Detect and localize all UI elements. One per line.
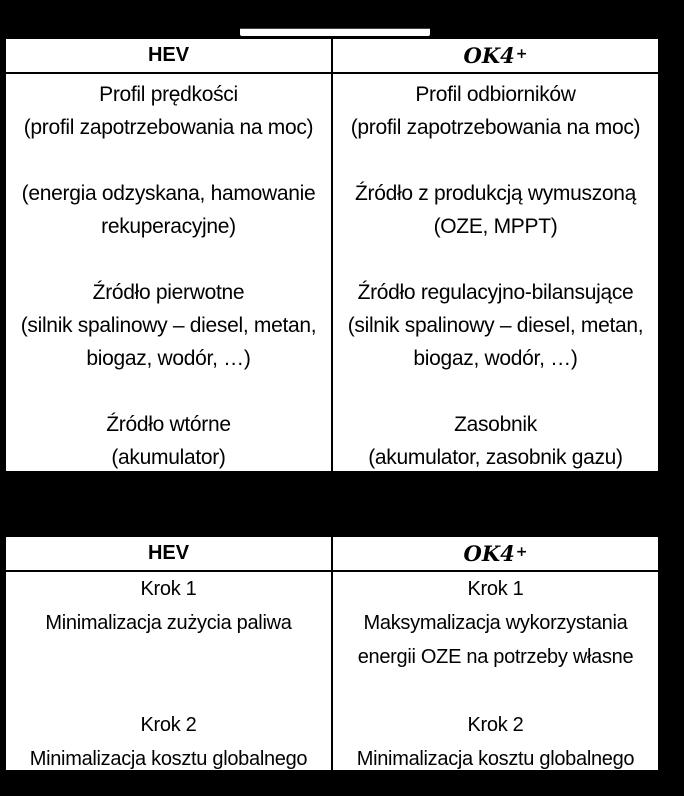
- cell-line: Zasobnik: [454, 413, 537, 436]
- cell-line: rekuperacyjne): [101, 215, 236, 238]
- cell-line: Źródło wtórne: [106, 413, 231, 436]
- cell-line: (profil zapotrzebowania na moc): [23, 116, 314, 139]
- header-hev: HEV: [6, 537, 333, 570]
- cell-line: (akumulator, zasobnik gazu): [368, 446, 623, 469]
- column-hev: [6, 572, 333, 770]
- cell-line: Źródło pierwotne: [92, 281, 245, 304]
- column-ok4plus: [333, 74, 658, 471]
- header-ok4-base: OK4: [463, 43, 515, 68]
- header-ok4plus: [333, 39, 658, 72]
- cell-line: (OZE, MPPT): [433, 215, 558, 238]
- cell-forced-production-source: [355, 177, 636, 243]
- cell-step-2: [357, 708, 635, 772]
- cell-line: (profil zapotrzebowania na moc): [350, 116, 641, 139]
- header-ok4-sup: +: [515, 45, 528, 62]
- cell-line: (silnik spalinowy – diesel, metan,: [347, 314, 644, 337]
- table-body: [6, 572, 658, 770]
- cell-line: Minimalizacja zużycia paliwa: [45, 612, 292, 634]
- header-ok4-sup: +: [515, 543, 528, 560]
- cell-line: Maksymalizacja wykorzystania: [363, 612, 628, 634]
- cell-line: biogaz, wodór, …): [86, 347, 251, 370]
- cell-line: Profil prędkości: [99, 83, 238, 106]
- cell-primary-source: [21, 276, 317, 375]
- cell-speed-profile: [24, 78, 314, 144]
- cell-recovered-energy: [22, 177, 316, 243]
- cell-line: (akumulator): [111, 446, 226, 469]
- cell-line: Minimalizacja kosztu globalnego: [29, 748, 308, 770]
- cell-line: Źródło regulacyjno-bilansujące: [357, 281, 634, 304]
- cell-line-spacer: [45, 640, 291, 674]
- cell-line: (silnik spalinowy – diesel, metan,: [20, 314, 317, 337]
- cell-line: Krok 2: [467, 714, 524, 736]
- cell-storage: [368, 408, 623, 473]
- header-hev: HEV: [6, 39, 333, 72]
- column-hev: [6, 74, 333, 471]
- cell-receiver-profile: [351, 78, 641, 144]
- table-header-row: [6, 39, 658, 74]
- cell-line: energii OZE na potrzeby własne: [357, 646, 634, 668]
- cell-step-2: [30, 708, 308, 772]
- cell-step-1: [45, 572, 291, 674]
- column-ok4plus: [333, 572, 658, 770]
- cell-secondary-source: [106, 408, 231, 473]
- clipped-title-fragment: [240, 18, 430, 36]
- table-header-row: [6, 537, 658, 572]
- cell-balancing-source: [348, 276, 644, 375]
- header-ok4plus: [333, 537, 658, 570]
- cell-line: Krok 1: [140, 578, 197, 600]
- cell-line: Krok 2: [140, 714, 197, 736]
- cell-line: Krok 1: [467, 578, 524, 600]
- comparison-table-sources: [4, 37, 660, 473]
- cell-line: Źródło z produkcją wymuszoną: [354, 182, 637, 205]
- cell-line: (energia odzyskana, hamowanie: [21, 182, 316, 205]
- table-body: [6, 74, 658, 471]
- cell-line: biogaz, wodór, …): [413, 347, 578, 370]
- header-ok4-base: OK4: [463, 541, 515, 566]
- cell-line: Minimalizacja kosztu globalnego: [356, 748, 635, 770]
- cell-step-1: [358, 572, 634, 674]
- comparison-table-steps: [4, 535, 660, 772]
- cell-line: Profil odbiorników: [415, 83, 576, 106]
